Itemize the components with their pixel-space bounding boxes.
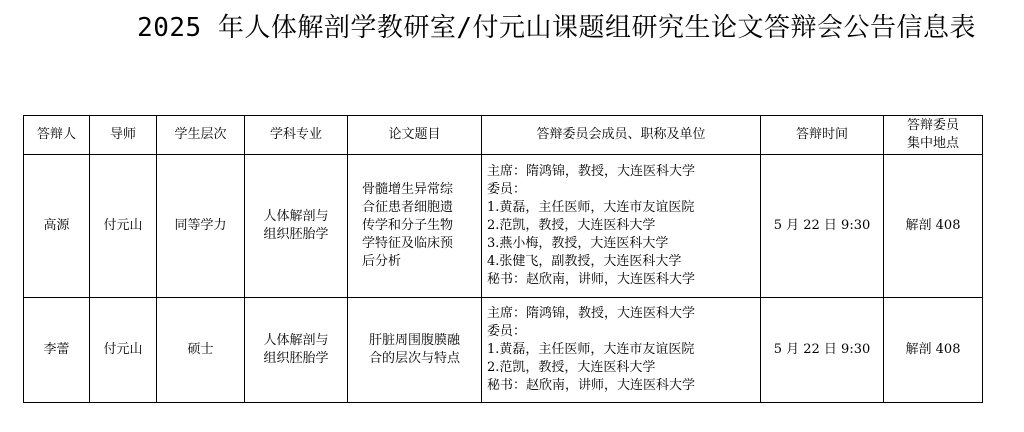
cell-thesis-title: 肝脏周围腹膜融 合的层次与特点 (348, 298, 482, 403)
header-location: 答辩委员 集中地点 (884, 116, 983, 155)
cell-defense-time: 5 月 22 日 9:30 (761, 155, 884, 298)
cell-student-level: 同等学力 (157, 155, 245, 298)
header-advisor: 导师 (90, 116, 157, 155)
table-header-row (24, 116, 983, 155)
header-committee: 答辩委员会成员、职称及单位 (482, 116, 761, 155)
cell-location: 解剖 408 (884, 155, 983, 298)
header-defender: 答辩人 (24, 116, 90, 155)
table-row (24, 298, 983, 403)
cell-defender-name: 高源 (24, 155, 90, 298)
cell-advisor: 付元山 (90, 155, 157, 298)
header-major: 学科专业 (245, 116, 348, 155)
header-thesis-title: 论文题目 (348, 116, 482, 155)
document-title: 2025 年人体解剖学教研室/付元山课题组研究生论文答辩会公告信息表 (137, 13, 976, 43)
cell-major: 人体解剖与 组织胚胎学 (245, 155, 348, 298)
cell-advisor: 付元山 (90, 298, 157, 403)
cell-thesis-title: 骨髓增生异常综 合征患者细胞遗 传学和分子生物 学特征及临床预 后分析 (348, 155, 482, 298)
cell-defender-name: 李蕾 (24, 298, 90, 403)
cell-major: 人体解剖与 组织胚胎学 (245, 298, 348, 403)
cell-committee: 主席：隋鸿锦，教授，大连医科大学 委员： 1.黄磊，主任医师，大连市友谊医院 2.范凯，教授，大连医科大学 秘书：赵欣南，讲师，大连医科大学 (482, 298, 761, 403)
table-row (24, 155, 983, 298)
cell-defense-time: 5 月 22 日 9:30 (761, 298, 884, 403)
header-student-level: 学生层次 (157, 116, 245, 155)
cell-location: 解剖 408 (884, 298, 983, 403)
defense-info-table (23, 115, 983, 403)
cell-student-level: 硕士 (157, 298, 245, 403)
header-defense-time: 答辩时间 (761, 116, 884, 155)
cell-committee: 主席：隋鸿锦，教授，大连医科大学 委员： 1.黄磊，主任医师，大连市友谊医院 2.范凯，教授，大连医科大学 3.燕小梅，教授，大连医科大学 4.张健飞，副教授，大连医科大学 秘书：赵欣南，讲师，大连医科大学 (482, 155, 761, 298)
